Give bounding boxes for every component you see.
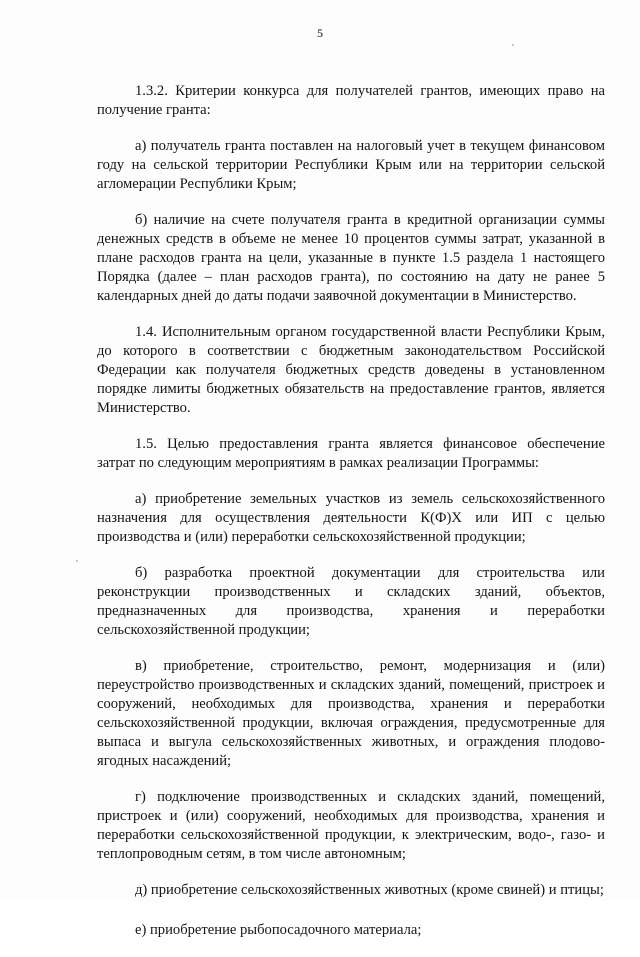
scan-speck	[76, 560, 78, 562]
scan-speck	[512, 44, 514, 46]
page-number: 5	[317, 26, 323, 40]
paragraph-criterion-a: а) получатель гранта поставлен на налоговый учет в текущем финансовом году на сельской территории Республики Крым или на территории сельской агломерации Республики Крым;	[97, 138, 605, 192]
paragraph-item-g: г) подключение производственных и складских зданий, помещений, пристроек и (или) сооружений, необходимых для производства, хранения и переработки сельскохозяйственной продукции, к электрическим, водо-, газо- и теплопроводным сетям, в том числе автономным;	[97, 789, 605, 862]
paragraph-1-5: 1.5. Целью предоставления гранта является финансовое обеспечение затрат по следующим мероприятиям в рамках реализации Программы:	[97, 436, 605, 471]
paragraph-1-3-2: 1.3.2. Критерии конкурса для получателей грантов, имеющих право на получение гранта:	[97, 83, 605, 118]
document-body	[97, 82, 605, 957]
paragraph-item-b: б) разработка проектной документации для строительства или реконструкции производственных и складских зданий, объектов, предназначенных для производства, хранения и переработки сельскохозяйственной продукции;	[97, 565, 605, 638]
paragraph-1-4: 1.4. Исполнительным органом государственной власти Республики Крым, до которого в соответствии с бюджетным законодательством Российской Федерации как получателя бюджетных средств доведены в установленном порядке лимиты бюджетных обязательств на предоставление грантов, является Министерство.	[97, 324, 605, 416]
paragraph-item-e: е) приобретение рыбопосадочного материала;	[135, 922, 422, 938]
paragraph-item-v: в) приобретение, строительство, ремонт, модернизация и (или) переустройство производственных и складских зданий, помещений, пристроек и сооружений, необходимых для производства, хранения и переработки сельскохозяйственной продукции, включая ограждения, предусмотренные для выпаса и выгула сельскохозяйственных животных, и ограждения плодово-ягодных насаждений;	[97, 658, 605, 769]
paragraph-item-d: д) приобретение сельскохозяйственных животных (кроме свиней) и птицы;	[135, 882, 604, 898]
paragraph-criterion-b: б) наличие на счете получателя гранта в кредитной организации суммы денежных средств в объеме не менее 10 процентов суммы затрат, указанной в плане расходов гранта на цели, указанные в пункте 1.5 раздела 1 настоящего Порядка (далее – план расходов гранта), по состоянию на дату не ранее 5 календарных дней до даты подачи заявочной документации в Министерство.	[97, 212, 605, 304]
paragraph-item-a: а) приобретение земельных участков из земель сельскохозяйственного назначения для осуществления деятельности К(Ф)Х или ИП с целью производства и (или) переработки сельскохозяйственной продукции;	[97, 491, 605, 545]
